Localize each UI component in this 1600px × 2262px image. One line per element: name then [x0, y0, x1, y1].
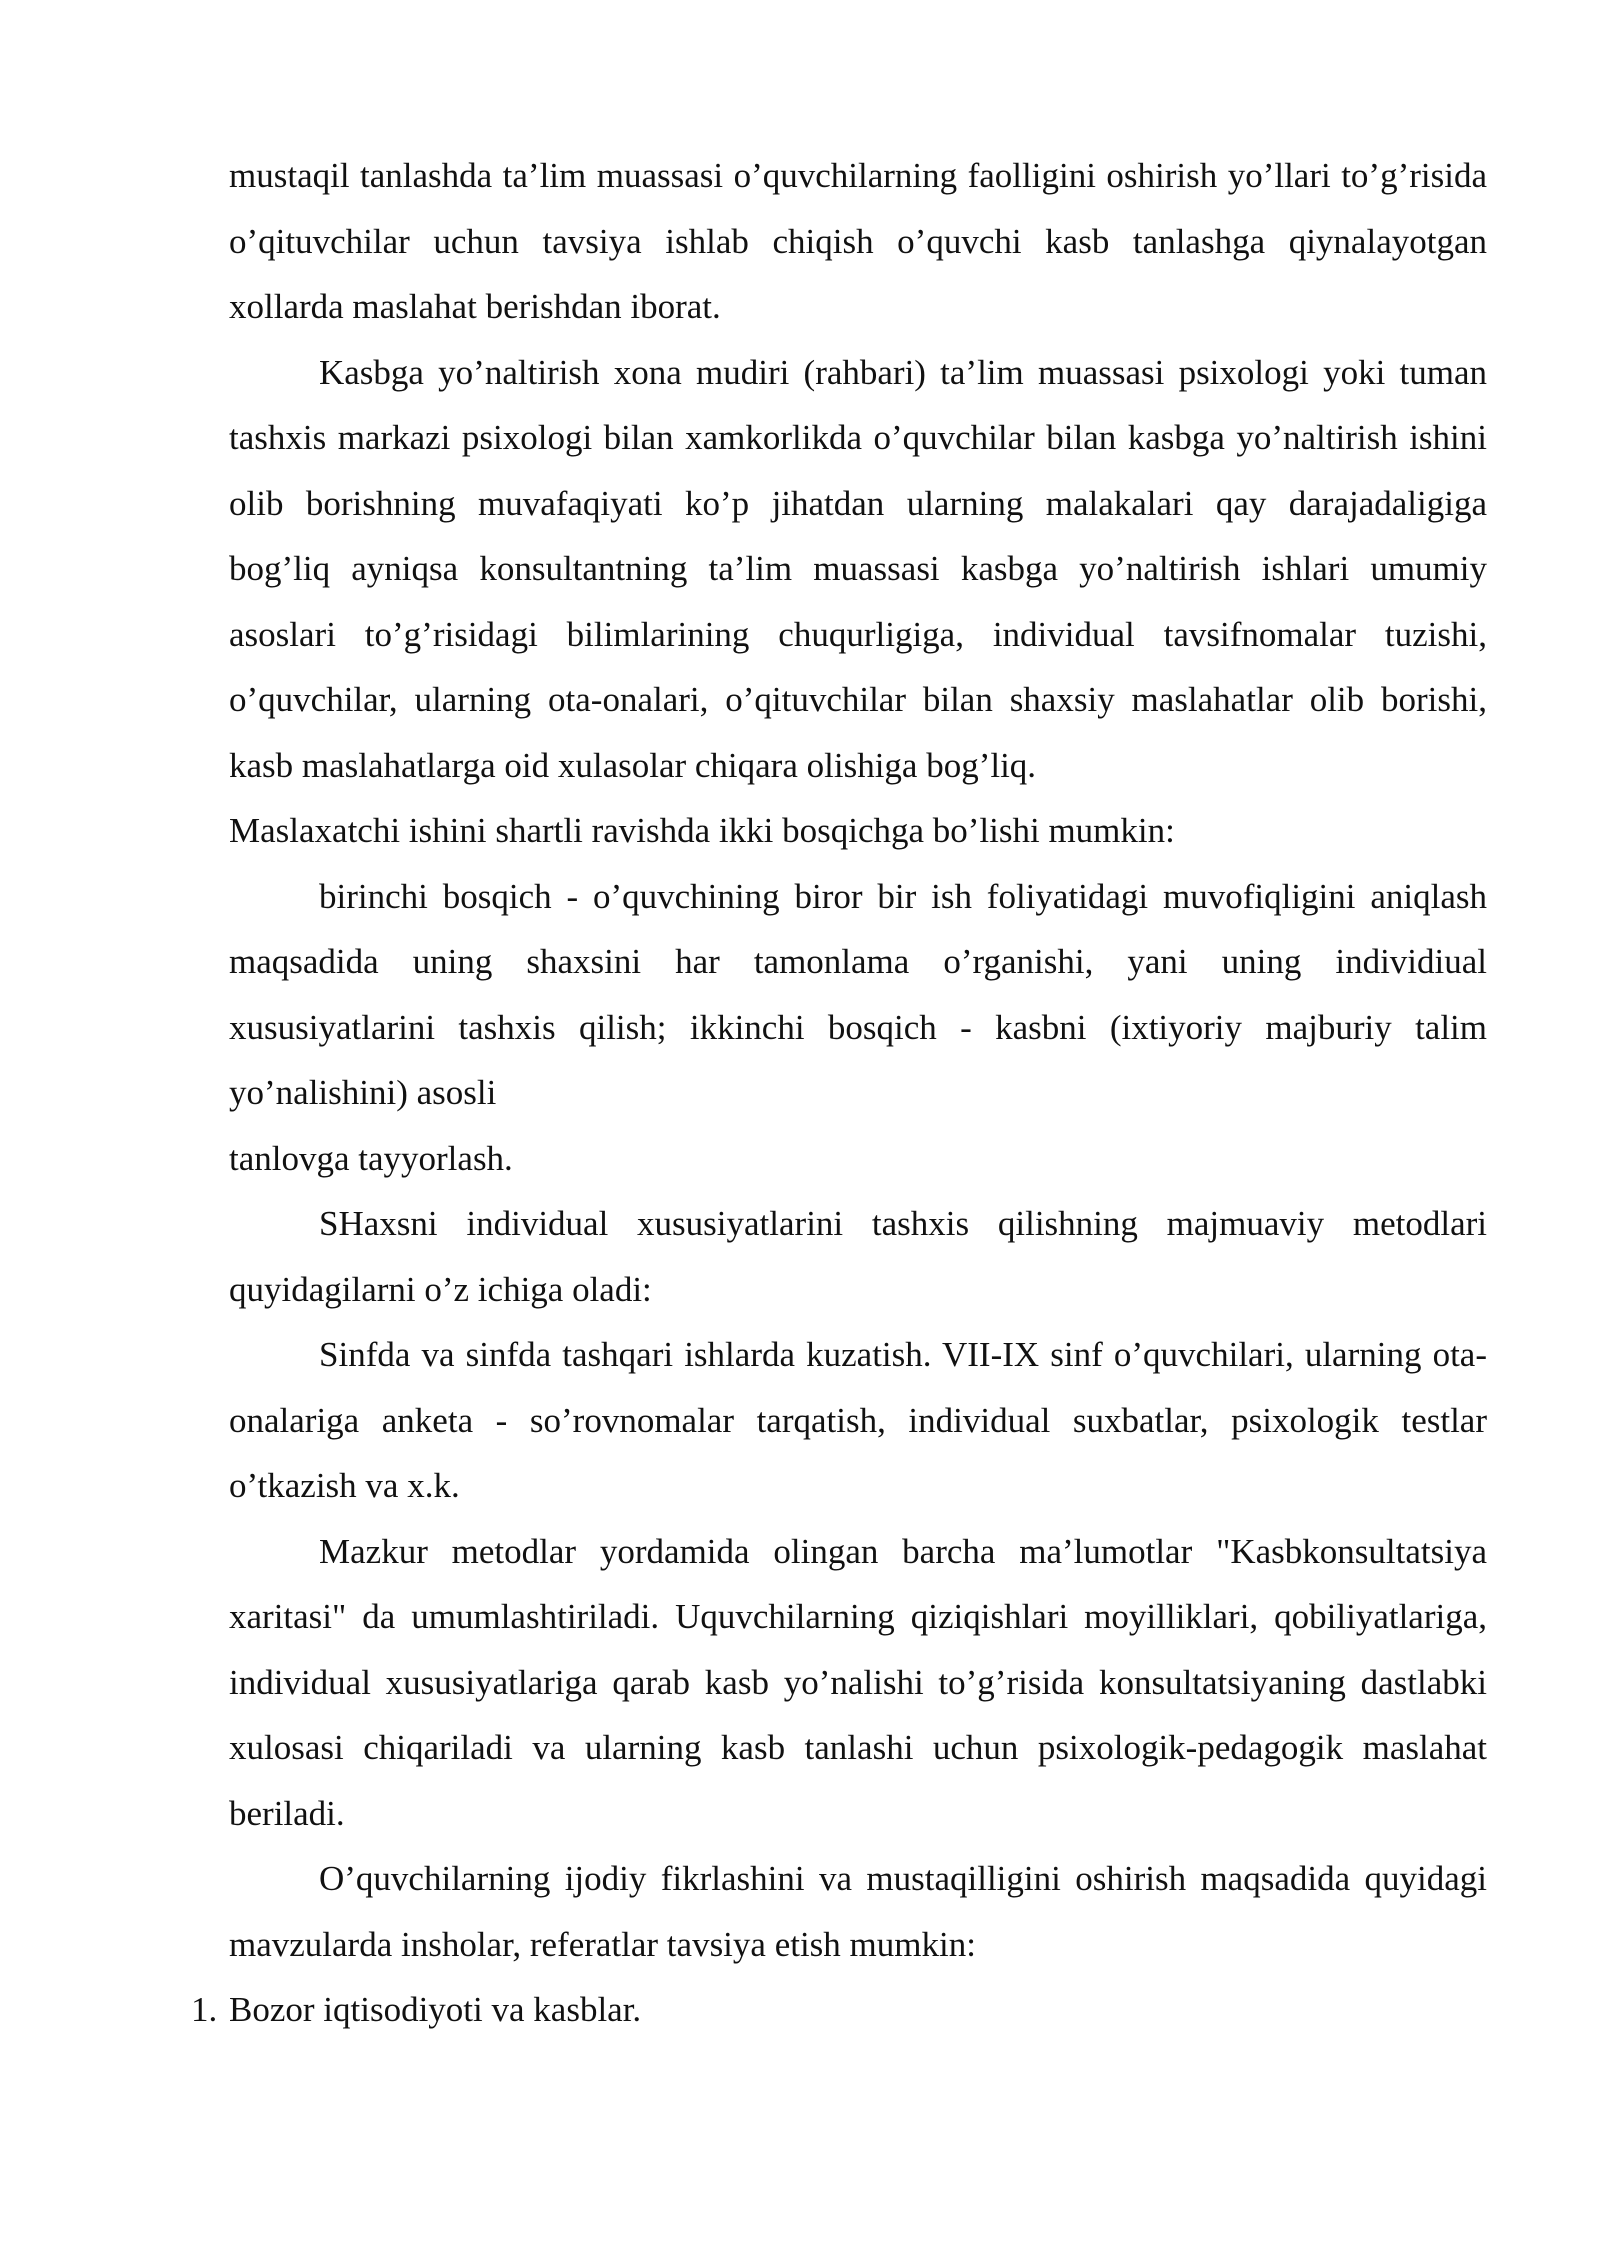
paragraph-9: O’quvchilarning ijodiy fikrlashini va mustaqilligini oshirish maqsadida quyidagi mavzularda insholar, referatlar tavsiya etish mumkin: [229, 1859, 1487, 1964]
list-item-text: Bozor iqtisodiyoti va kasblar. [229, 1990, 642, 2029]
paragraph-8: Mazkur metodlar yordamida olingan barcha ma’lumotlar "Kasbkonsultatsiya xaritasi" da umumlashtiriladi. Uquvchilarning qiziqishlari moyilliklari, qobiliyatlariga, individual xususiyatlariga qarab kasb yo’nalishi to’g’risida konsultatsiyaning dastlabki xulosasi chiqariladi va ularning kasb tanlashi uchun psixologik-pedagogik maslahat beriladi. [229, 1531, 1487, 1833]
paragraph-1: mustaqil tanlashda ta’lim muassasi o’quvchilarning faolligini oshirish yo’llari to’g’risida o’qituvchilar uchun tavsiya ishlab chiqish o’quvchi kasb tanlashga qiynalayotgan xollarda maslahat berishdan iborat. [229, 156, 1487, 326]
list-item [191, 1977, 1487, 2043]
paragraph-7: Sinfda va sinfda tashqari ishlarda kuzatish. VII-IX sinf o’quvchilari, ularning ota-onalariga anketa - so’rovnomalar tarqatish, individual suxbatlar, psixologik testlar o’tkazish va x.k. [229, 1335, 1487, 1505]
topic-list [191, 1977, 1487, 2043]
paragraph-4: birinchi bosqich - o’quvchining biror bir ish foliyatidagi muvofiqligini aniqlash maqsadida uning shaxsini har tamonlama o’rganishi, yani uning individiual xususiyatlarini tashxis qilish; ikkinchi bosqich - kasbni (ixtiyoriy majburiy talim yo’nalishini) asosli [229, 876, 1487, 1112]
paragraph-5: tanlovga tayyorlash. [229, 1138, 513, 1178]
list-item-number: 1. [191, 1990, 218, 2029]
paragraph-3: Maslaxatchi ishini shartli ravishda ikki bosqichga bo’lishi mumkin: [229, 811, 1175, 850]
document-body [191, 143, 1487, 2043]
paragraph-2: Kasbga yo’naltirish xona mudiri (rahbari) ta’lim muassasi psixologi yoki tuman tashxis markazi psixologi bilan xamkorlikda o’quvchilar bilan kasbga yo’naltirish ishini olib borishning muvafaqiyati ko’p jihatdan ularning malakalari qay darajadaligiga bog’liq ayniqsa konsultantning ta’lim muassasi kasbga yo’naltirish ishlari umumiy asoslari to’g’risidagi bilimlarining chuqurligiga, individual tavsifnomalar tuzishi, o’quvchilar, ularning ota-onalari, o’qituvchilar bilan shaxsiy maslahatlar olib borishi, kasb maslahatlarga oid xulasolar chiqara olishiga bog’liq. [229, 352, 1487, 785]
paragraph-6: SHaxsni individual xususiyatlarini tashxis qilishning majmuaviy metodlari quyidagilarni o’z ichiga oladi: [229, 1204, 1487, 1309]
